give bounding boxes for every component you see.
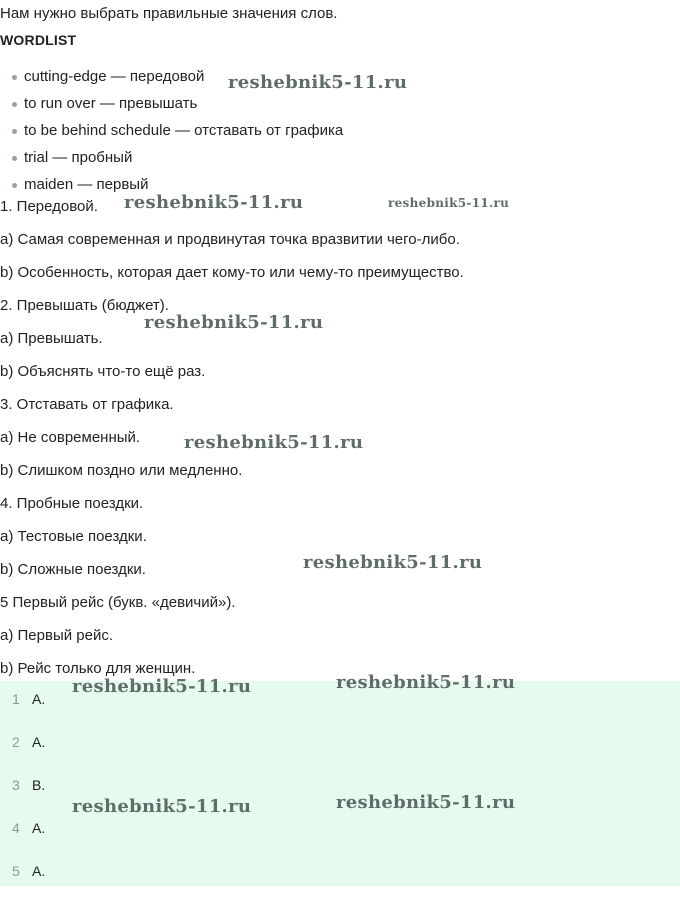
- question-option: b) Слишком поздно или медленно.: [0, 462, 243, 479]
- watermark: reshebnik5-11.ru: [144, 312, 324, 333]
- answer-value: A.: [32, 691, 46, 707]
- answer-value: A.: [32, 734, 46, 750]
- question-heading: 3. Отставать от графика.: [0, 396, 174, 413]
- intro-text: Нам нужно выбрать правильные значения слов.: [0, 5, 338, 22]
- watermark: reshebnik5-11.ru: [124, 192, 304, 213]
- question-option: a) Не современный.: [0, 429, 141, 446]
- question-option: a) Самая современная и продвинутая точка вразвитии чего-либо.: [0, 231, 460, 248]
- question-option: a) Тестовые поездки.: [0, 528, 147, 545]
- watermark: reshebnik5-11.ru: [72, 796, 252, 817]
- wordlist-title: WORDLIST: [0, 32, 77, 48]
- wordlist-item-text: to be behind schedule — отставать от графика: [24, 122, 344, 139]
- wordlist-item-text: cutting-edge — передовой: [24, 68, 205, 85]
- wordlist-item: [0, 144, 343, 171]
- question-heading: 4. Пробные поездки.: [0, 495, 144, 512]
- watermark: reshebnik5-11.ru: [336, 792, 516, 813]
- question-option: a) Превышать.: [0, 330, 103, 347]
- question-heading: 2. Превышать (бюджет).: [0, 297, 169, 314]
- answer-number: 5: [12, 863, 20, 879]
- watermark: reshebnik5-11.ru: [72, 676, 252, 697]
- answer-value: A.: [32, 863, 46, 879]
- answer-value: A.: [32, 820, 46, 836]
- bullet-icon: [12, 75, 17, 80]
- bullet-icon: [12, 102, 17, 107]
- watermark: reshebnik5-11.ru: [388, 196, 510, 210]
- answer-number: 1: [12, 691, 20, 707]
- question-heading: 5 Первый рейс (букв. «девичий»).: [0, 594, 236, 611]
- question-option: b) Рейс только для женщин.: [0, 660, 196, 677]
- watermark: reshebnik5-11.ru: [228, 72, 408, 93]
- question-option: a) Первый рейс.: [0, 627, 113, 644]
- question-option: b) Особенность, которая дает кому-то или чему-то преимущество.: [0, 264, 464, 281]
- answer-number: 2: [12, 734, 20, 750]
- question-option: b) Сложные поездки.: [0, 561, 146, 578]
- answer-number: 4: [12, 820, 20, 836]
- wordlist-item: [0, 90, 343, 117]
- wordlist-item: [0, 117, 343, 144]
- answer-value: B.: [32, 777, 46, 793]
- wordlist-item-text: to run over — превышать: [24, 95, 198, 112]
- bullet-icon: [12, 129, 17, 134]
- watermark: reshebnik5-11.ru: [336, 672, 516, 693]
- question-option: b) Объяснять что-то ещё раз.: [0, 363, 206, 380]
- bullet-icon: [12, 183, 17, 188]
- question-heading: 1. Передовой.: [0, 198, 98, 215]
- bullet-icon: [12, 156, 17, 161]
- answer-number: 3: [12, 777, 20, 793]
- wordlist-item-text: maiden — первый: [24, 176, 149, 193]
- answers-panel: [0, 681, 680, 886]
- watermark: reshebnik5-11.ru: [303, 552, 483, 573]
- watermark: reshebnik5-11.ru: [184, 432, 364, 453]
- wordlist-item-text: trial — пробный: [24, 149, 133, 166]
